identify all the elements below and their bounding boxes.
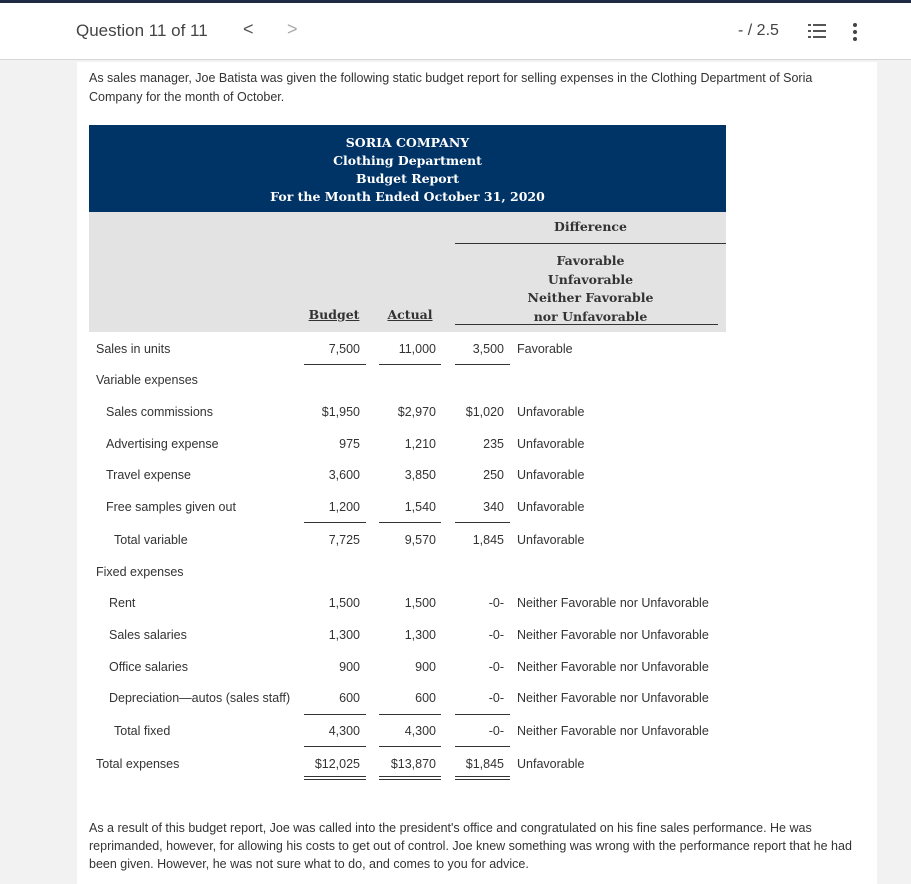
budget-underline [304,714,366,715]
report-period: For the Month Ended October 31, 2020 [270,189,545,204]
row-label: Travel expense [106,468,191,482]
actual-underline [379,714,441,715]
difference-cell: -0- [488,724,504,738]
actual-cell: 1,500 [404,596,436,610]
difference-type-cell: Unfavorable [517,468,585,482]
row-label: Sales commissions [106,405,213,419]
budget-cell: $12,025 [314,757,360,771]
diff-option-neither-1: Neither Favorable [527,290,654,305]
difference-cell: $1,845 [465,757,504,771]
actual-double-underline [379,779,441,780]
difference-type-cell: Unfavorable [517,405,585,419]
difference-cell: -0- [488,628,504,642]
row-label: Sales salaries [109,628,187,642]
budget-cell: 975 [339,437,360,451]
score-display: - / 2.5 [738,22,779,39]
budget-cell: 4,300 [328,724,360,738]
section-label-variable: Variable expenses [96,373,198,387]
budget-column-header: Budget [308,307,360,322]
intro-paragraph: As sales manager, Joe Batista was given the following static budget report for selling expenses in the Clothing Department of Soria Company for the month of October. [89,71,813,104]
actual-underline [379,364,441,365]
diff-option-neither-2: nor Unfavorable [533,308,648,324]
outro-paragraph: As a result of this budget report, Joe was called into the president's office and congratulated on his fine sales performance. He was reprimanded, however, for allowing his costs to get out of control. Joe knew something was wrong with the performance report that he had been given. However, he was not sure what to do, and comes to you for advice. [89,821,852,871]
actual-underline [379,746,441,747]
difference-cell: 235 [483,437,504,451]
difference-cell: 3,500 [472,342,504,356]
actual-cell: 11,000 [398,342,436,356]
row-label: Sales in units [96,342,171,356]
difference-heading: Difference [554,219,627,234]
budget-double-underline [304,779,366,780]
row-label: Office salaries [109,660,188,674]
budget-cell: 3,600 [328,468,360,482]
report-department: Clothing Department [333,153,482,168]
difference-underline [455,714,510,715]
difference-options-heading [455,252,726,326]
difference-type-cell: Neither Favorable nor Unfavorable [517,596,709,610]
report-name: Budget Report [356,171,459,186]
difference-cell: -0- [488,660,504,674]
actual-cell: 9,570 [404,533,436,547]
actual-double-underline [379,776,441,777]
difference-underline [455,364,510,365]
previous-question-button[interactable]: < [243,19,254,39]
budget-underline [304,364,366,365]
next-question-button[interactable]: > [287,19,298,39]
row-label: Depreciation—autos (sales staff) [109,691,291,705]
diff-option-unfavorable: Unfavorable [547,271,634,287]
list-icon[interactable] [808,23,826,39]
actual-cell: 1,300 [404,628,436,642]
actual-column-header: Actual [387,307,433,322]
difference-type-cell: Neither Favorable nor Unfavorable [517,691,709,705]
budget-cell: $1,950 [321,405,360,419]
actual-cell: 1,210 [404,437,436,451]
budget-cell: 1,300 [328,628,360,642]
budget-double-underline [304,776,366,777]
actual-cell: 4,300 [404,724,436,738]
row-label: Total expenses [96,757,180,771]
difference-cell: $1,020 [465,405,504,419]
row-label: Advertising expense [106,437,219,451]
difference-type-cell: Unfavorable [517,500,585,514]
actual-cell: 900 [415,660,436,674]
actual-cell: $13,870 [390,757,436,771]
question-title: Question 11 of 11 [76,21,208,40]
actual-cell: 3,850 [404,468,436,482]
difference-underline [455,746,510,747]
budget-cell: 7,725 [328,533,360,547]
row-label: Total variable [114,533,188,547]
row-label: Rent [109,596,136,610]
difference-type-cell: Unfavorable [517,533,585,547]
report-header [89,125,726,212]
row-label: Total fixed [114,724,171,738]
budget-underline [304,746,366,747]
difference-cell: 250 [483,468,504,482]
actual-cell: 600 [415,691,436,705]
difference-options-divider [455,324,718,325]
difference-double-underline [455,779,510,780]
actual-underline [379,522,441,523]
budget-cell: 1,200 [328,500,360,514]
more-vertical-icon[interactable] [852,22,858,42]
difference-type-cell: Neither Favorable nor Unfavorable [517,628,709,642]
difference-type-cell: Neither Favorable nor Unfavorable [517,660,709,674]
difference-cell: -0- [488,596,504,610]
budget-cell: 7,500 [328,342,360,356]
difference-cell: 340 [483,500,504,514]
difference-type-cell: Neither Favorable nor Unfavorable [517,724,709,738]
difference-cell: -0- [488,691,504,705]
diff-option-favorable: Favorable [556,253,625,268]
difference-type-cell: Unfavorable [517,757,585,771]
difference-type-cell: Favorable [517,342,573,356]
actual-cell: $2,970 [397,405,436,419]
difference-cell: 1,845 [472,533,504,547]
budget-underline [304,522,366,523]
budget-cell: 900 [339,660,360,674]
difference-double-underline [455,776,510,777]
difference-type-cell: Unfavorable [517,437,585,451]
difference-underline [455,522,510,523]
difference-divider [455,243,726,244]
actual-cell: 1,540 [404,500,436,514]
report-company: SORIA COMPANY [345,135,470,150]
question-header [0,3,911,60]
budget-cell: 600 [339,691,360,705]
budget-cell: 1,500 [328,596,360,610]
section-label-fixed: Fixed expenses [96,565,184,579]
row-label: Free samples given out [106,500,236,514]
